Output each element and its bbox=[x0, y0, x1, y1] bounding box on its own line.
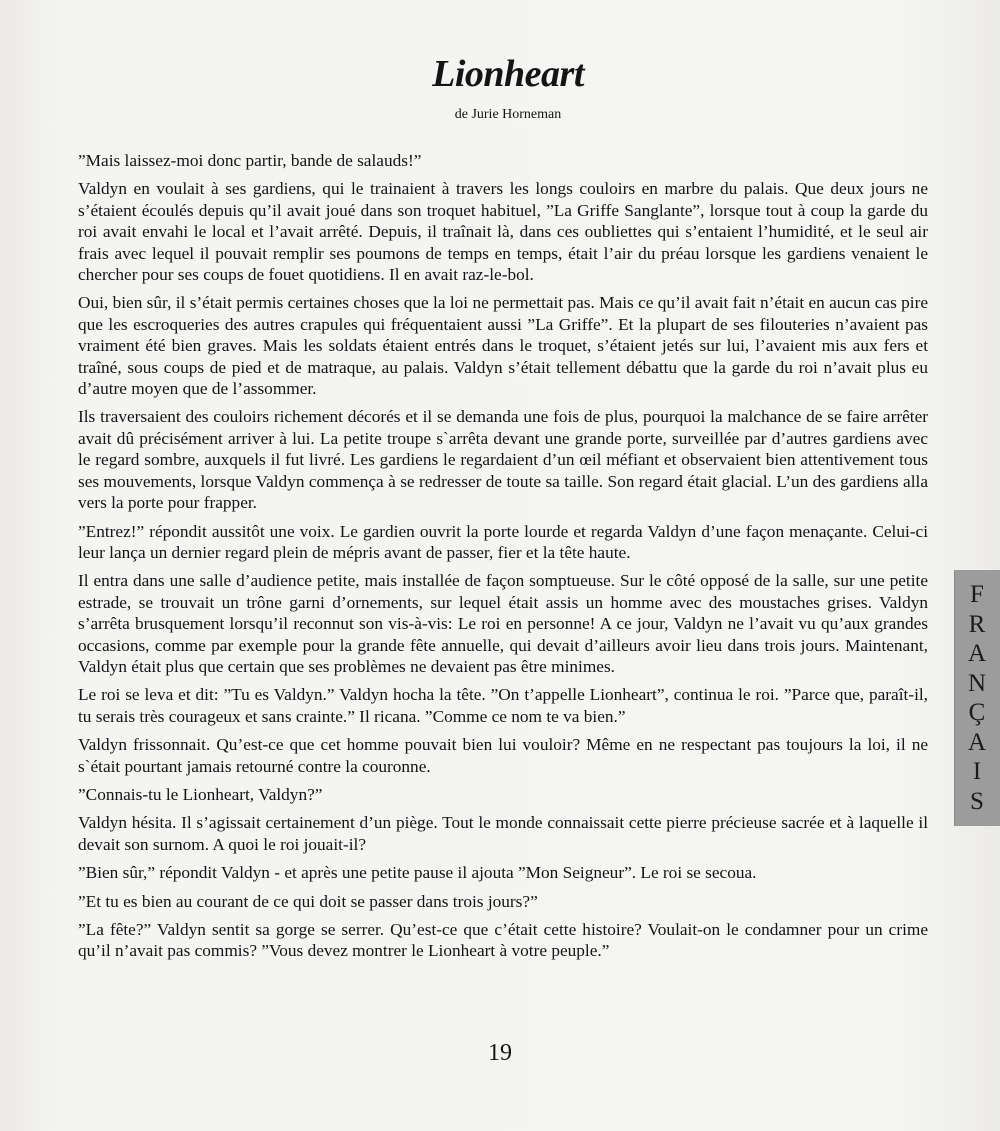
paragraph: ”Bien sûr,” répondit Valdyn - et après une petite pause il ajouta ”Mon Seigneur”. Le roi se secoua. bbox=[78, 863, 757, 883]
author-byline: de Jurie Horneman bbox=[454, 107, 562, 122]
language-letter: Ç bbox=[968, 699, 986, 726]
paragraph: Valdyn en voulait à ses gardiens, qui le trainaient à travers les longs couloirs en marbre du palais. Que deux jours ne s’étaient écoulés depuis qu’il avait joué dans son troquet habituel, ”La Griffe Sanglante”, lorsque tout à coup la garde du roi avait envahi le local et l’avait arrêté. Depuis, il traînait là, dans ces oubliettes qui s’entaient l’humidité, et le seul air frais avec lequel il pouvait remplir ses poumons de temps en temps, était l’air du préau lorsque les gardiens venaient le chercher pour ses coups de fouet quotidiens. Il en avait raz-le-bol. bbox=[78, 179, 928, 285]
paragraph: Le roi se leva et dit: ”Tu es Valdyn.” Valdyn hocha la tête. ”On t’appelle Lionheart”, continua le roi. ”Parce que, paraît-il, tu serais très courageux et sans crainte.” Il ricana. ”Comme ce nom te va bien.” bbox=[78, 685, 928, 726]
language-letter: N bbox=[967, 669, 987, 697]
paragraph: ”Et tu es bien au courant de ce qui doit se passer dans trois jours?” bbox=[78, 891, 538, 911]
paragraph: ”Mais laissez-moi donc partir, bande de salauds!” bbox=[78, 151, 422, 170]
paragraph: Valdyn hésita. Il s’agissait certainement d’un piège. Tout le monde connaissait cette pierre précieuse sacrée et à laquelle il devait son surnom. A quoi le roi jouait-il? bbox=[78, 813, 928, 854]
paragraph: Oui, bien sûr, il s’était permis certaines choses que la loi ne permettait pas. Mais ce qu’il avait fait n’était en aucun cas pire que les escroqueries des autres crapules qui fréquentaient aussi ”La Griffe”. Et la plupart de ses filouteries n’avaient pas vraiment été bien graves. Mais les soldats étaient entrés dans le troquet, s’étaient jetés sur lui, l’avaient mis aux fers et traîné, sous coups de pied et de matraque, au palais. Valdyn s’était tellement débattu que la garde du roi n’avait plus eu d’autre moyen que de l’assommer. bbox=[78, 293, 928, 399]
paragraph: ”Connais-tu le Lionheart, Valdyn?” bbox=[78, 784, 323, 804]
language-tab-francais bbox=[954, 570, 1000, 826]
language-letter: A bbox=[967, 728, 987, 756]
story-body bbox=[78, 150, 928, 969]
language-letter: F bbox=[970, 581, 984, 608]
page-number: 19 bbox=[488, 1040, 512, 1066]
paragraph: ”Entrez!” répondit aussitôt une voix. Le gardien ouvrit la porte lourde et regarda Valdyn d’une façon menaçante. Celui-ci leur lança un dernier regard plein de mépris avant de passer, fier et la tête haute. bbox=[78, 521, 928, 562]
language-letter: I bbox=[972, 758, 982, 785]
language-letter: S bbox=[970, 787, 984, 815]
story-title: Lionheart bbox=[432, 53, 584, 95]
paragraph: Il entra dans une salle d’audience petite, mais installée de façon somptueuse. Sur le côté opposé de la salle, sur une petite estrade, se trouvait un trône garni d’ornements, sur lequel était assis un homme avec des moustaches grises. Valdyn s’arrêta brusquement lorsqu’il reconnut son vis-à-vis: Le roi en personne! A ce jour, Valdyn ne l’avait vu qu’aux grandes occasions, comme par exemple pour la grande fête annuelle, qui devait d’ailleurs avoir lieu dans trois jours. Maintenant, Valdyn était plus que certain que ses problèmes ne devaient pas être minimes. bbox=[78, 571, 928, 676]
paragraph: ”La fête?” Valdyn sentit sa gorge se serrer. Qu’est-ce que c’était cette histoire? Voulait-on le condamner pour un crime qu’il n’avait pas commis? ”Vous devez montrer le Lionheart à votre peuple.” bbox=[78, 920, 928, 961]
paragraph: Valdyn frissonnait. Qu’est-ce que cet homme pouvait bien lui vouloir? Même en ne respectant pas toujours la loi, il ne s`était pourtant jamais retourné contre la couronne. bbox=[78, 735, 928, 776]
language-letter: A bbox=[967, 640, 987, 667]
language-tab-letters bbox=[954, 570, 1000, 816]
paragraph: Ils traversaient des couloirs richement décorés et il se demanda une fois de plus, pourquoi la malchance de se faire arrêter avait dû précisément arriver à lui. La petite troupe s`arrêta devant une grande porte, surveillée par d’autres gardiens avec le regard sombre, auxquels il fut livré. Les gardiens le regardaient d’un œil méfiant et observaient bien attentivement tous ses mouvements, lorsque Valdyn commença à se redresser de toute sa taille. Son regard était glacial. L’un des gardiens alla vers la porte pour frapper. bbox=[78, 407, 928, 513]
language-letter: R bbox=[968, 610, 986, 638]
